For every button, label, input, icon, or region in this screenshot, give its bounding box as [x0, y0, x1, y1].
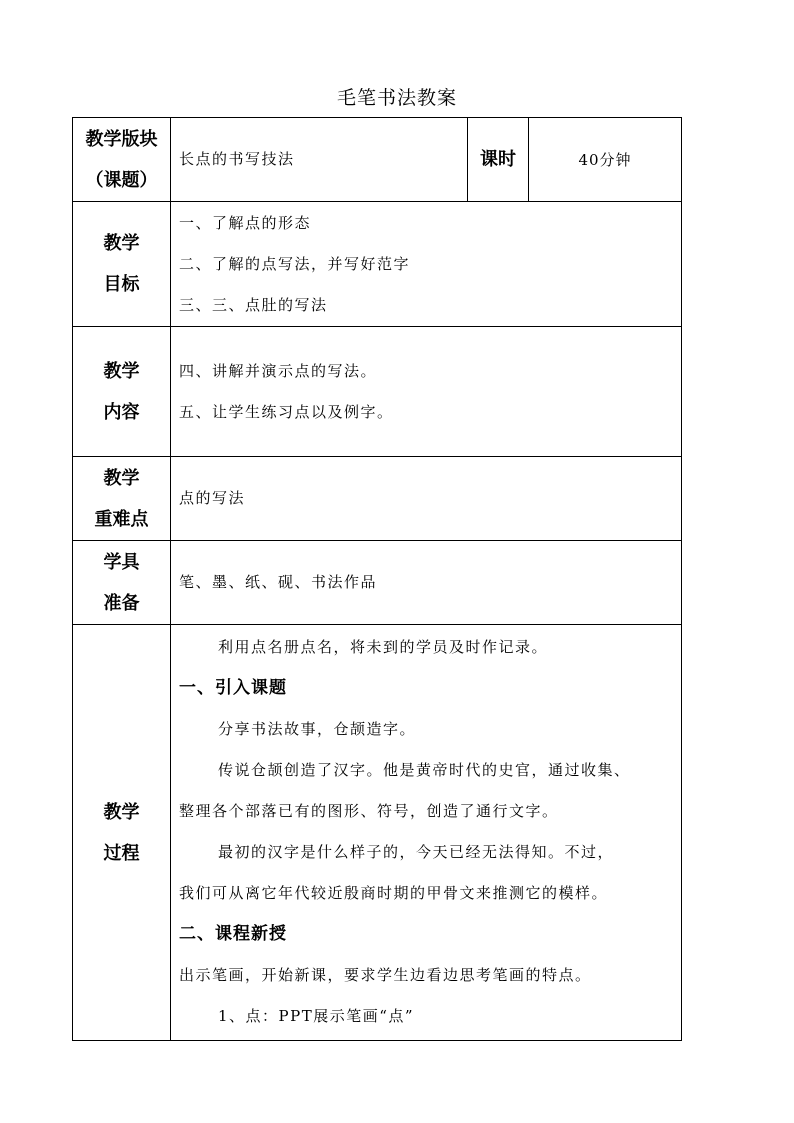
materials-row [73, 541, 682, 625]
teaching-content-label-cell [73, 327, 171, 457]
teaching-content-item: 五、让学生练习点以及例字。 [179, 402, 394, 421]
process-label-line1: 教学 [103, 801, 140, 823]
module-label-line2: （课题） [85, 169, 158, 191]
process-label-cell [73, 625, 171, 1041]
section-heading: 一、引入课题 [179, 678, 287, 698]
list-item: 1、点：PPT展示笔画“点” [218, 1007, 415, 1025]
materials-text: 笔、墨、纸、砚、书法作品 [179, 573, 378, 591]
key-points-text: 点的写法 [179, 489, 246, 507]
teaching-content-row [73, 327, 682, 457]
key-points-label-line2: 重难点 [94, 508, 149, 530]
module-label-cell [73, 118, 171, 202]
objectives-content-cell [171, 202, 682, 327]
section-intro: 分享书法故事，仓颉造字。 [218, 720, 417, 738]
objective-item: 二、了解的点写法，并写好范字 [179, 254, 411, 273]
topic-cell [171, 118, 468, 202]
paragraph-line: 传说仓颉创造了汉字。他是黄帝时代的史官，通过收集、 [218, 761, 631, 779]
document-title: 毛笔书法教案 [336, 87, 457, 109]
teaching-content-cell [171, 327, 682, 457]
duration-cell [529, 118, 682, 202]
key-points-row [73, 457, 682, 541]
process-row [73, 625, 682, 1041]
key-points-label-cell [73, 457, 171, 541]
objectives-label-line1: 教学 [103, 233, 140, 254]
key-points-label-line1: 教学 [103, 467, 140, 489]
key-points-content-cell [171, 457, 682, 541]
topic-text: 长点的书写技法 [179, 150, 295, 168]
paragraph-line: 我们可从离它年代较近殷商时期的甲骨文来推测它的模样。 [179, 884, 609, 902]
paragraph-line: 整理各个部落已有的图形、符号，创造了通行文字。 [179, 802, 559, 820]
objectives-label-cell [73, 202, 171, 327]
objective-item: 一、了解点的形态 [179, 213, 312, 232]
duration-value: 40分钟 [578, 151, 632, 169]
section-heading: 二、课程新授 [179, 924, 287, 944]
teaching-content-label-line1: 教学 [103, 360, 140, 382]
header-row [73, 118, 682, 202]
lesson-plan-table [72, 117, 682, 1041]
objective-item: 三、三、点肚的写法 [179, 295, 328, 314]
roll-call-text: 利用点名册点名，将未到的学员及时作记录。 [218, 638, 549, 656]
materials-label-cell [73, 541, 171, 625]
objectives-label-line2: 目标 [103, 274, 140, 295]
teaching-content-item: 四、讲解并演示点的写法。 [179, 361, 378, 380]
materials-label-line2: 准备 [103, 592, 140, 614]
period-label: 课时 [480, 149, 516, 170]
materials-content-cell [171, 541, 682, 625]
module-label-line1: 教学版块 [85, 128, 158, 150]
paragraph-line: 最初的汉字是什么样子的，今天已经无法得知。不过， [218, 843, 615, 861]
section-intro: 出示笔画，开始新课，要求学生边看边思考笔画的特点。 [179, 966, 592, 984]
period-label-cell [468, 118, 529, 202]
materials-label-line1: 学具 [103, 551, 140, 573]
process-content-cell [171, 625, 682, 1041]
process-label-line2: 过程 [103, 842, 140, 864]
teaching-content-label-line2: 内容 [103, 401, 140, 423]
objectives-row [73, 202, 682, 327]
